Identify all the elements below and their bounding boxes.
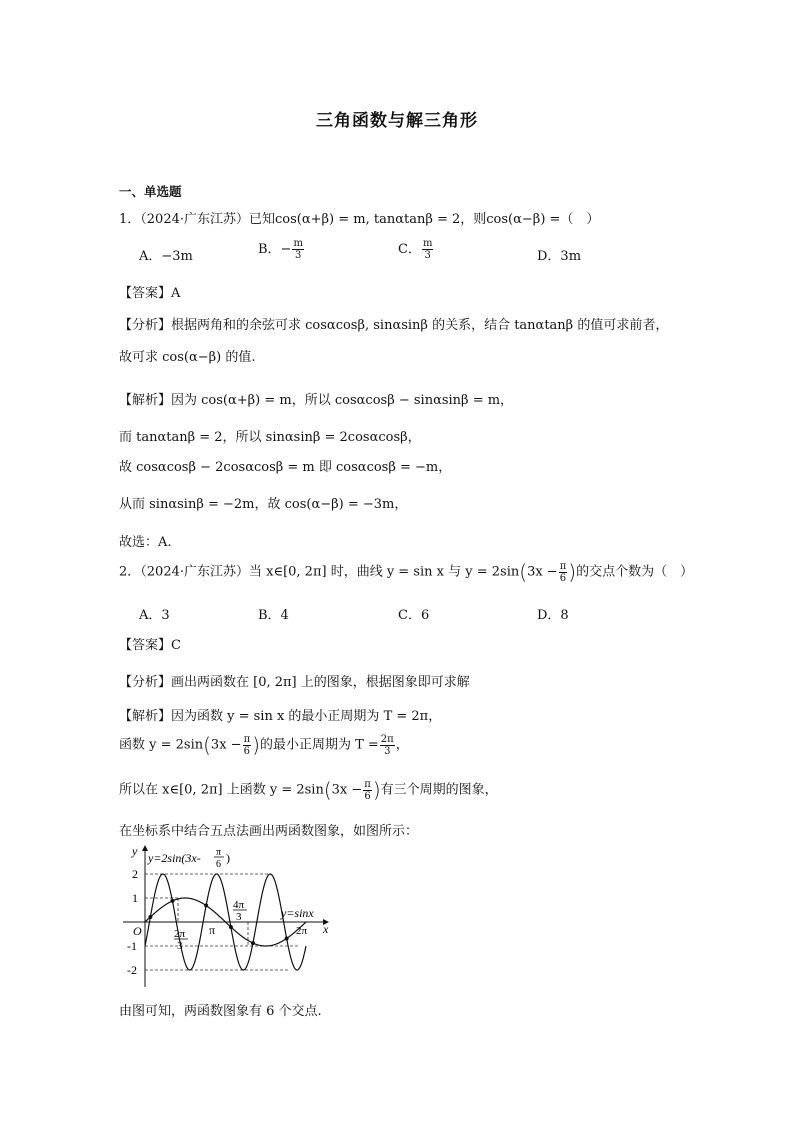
page-title: 三角函数与解三角形 [316,111,478,131]
q2-option-d: D．8 [537,608,569,623]
curve1-label-pi: π [216,847,222,858]
q1-choice: 故选：A. [119,535,172,550]
tick-y-neg1: -1 [127,939,137,953]
curve1-label-six: 6 [216,859,221,870]
q2-answer: 【答案】C [119,638,181,653]
q1-solution-4: 从而 sinαsinβ = −2m，故 cos(α−β) = −3m， [119,497,408,512]
intersection-dot [170,899,174,903]
q1-option-b: B．− $\frac{m}{3}$ [258,238,303,261]
q1-solution-1: 【解析】因为 cos(α+β) = m，所以 cosαcosβ − sinαsinβ = m， [119,393,514,408]
q2-option-a: A．3 [139,608,170,623]
q1-prefix: 1．（2024·广东江苏）已知 [119,212,275,227]
q2-solution-1: 【解析】因为函数 y = sin x 的最小正周期为 T = 2π， [119,709,442,724]
q1-option-a: A．−3m [139,249,193,264]
origin-label: O [133,924,142,938]
q1-option-c: C． $\frac{m}{3}$ [398,238,433,261]
q2-solution-2: 函数 y = 2sin(3x − $\frac{\pi}{6}$ )的最小正周期为 T = $\frac{2\pi}{3}$ ， [119,733,409,757]
tick-2pi: 2π [296,925,308,937]
q1-answer: 【答案】A [119,286,181,301]
q2-stem: 2．（2024·广东江苏）当 x∈[0, 2π] 时，曲线 y = sin x 与 y = 2sin(3x − $\frac{\pi}{6}$ )的交点个数为（ ） [119,560,694,584]
q1-solution-2: 而 tanαtanβ = 2，所以 sinαsinβ = 2cosαcosβ， [119,430,421,445]
intersection-dot [285,936,289,940]
section-heading: 一、单选题 [119,184,182,199]
q2-option-b: B．4 [258,608,289,623]
q2-analysis: 【分析】画出两函数在 [0, 2π] 上的图象，根据图象即可求解 [119,675,470,690]
intersection-dot [148,915,152,919]
q2-solution-3: 所以在 x∈[0, 2π] 上函数 y = 2sin(3x − $\frac{\pi}{6}$ )有三个周期的图象， [119,778,498,802]
q1-stem [119,208,599,227]
tick-y-2: 2 [132,867,138,881]
intersection-dot [229,925,233,929]
y-axis-label: y [132,844,138,858]
q1-expr: cos(α+β) = m, tanαtanβ = 2，则cos(α−β) =（ ） [275,212,600,227]
tick-4pi3-den: 3 [236,911,242,923]
curve1-label-close: ) [226,851,230,865]
q1-analysis-2: 故可求 cos(α−β) 的值. [119,350,256,365]
function-graph [118,842,338,992]
tick-2pi3-den: 3 [177,940,183,952]
q1-solution-3: 故 cosαcosβ − 2cosαcosβ = m 即 cosαcosβ = −m， [119,460,452,475]
tick-2pi3-num: 2π [174,928,186,940]
q1-analysis-1: 【分析】根据两角和的余弦可求 cosαcosβ, sinαsinβ 的关系，结合 tanαtanβ 的值可求前者， [119,318,669,333]
q2-option-c: C．6 [398,608,430,623]
q2-conclusion: 由图可知，两函数图象有 6 个交点. [119,1004,322,1019]
tick-4pi3-num: 4π [233,899,245,911]
curve1-label: y=2sin(3x- [148,851,201,865]
tick-y-1: 1 [132,891,138,905]
tick-y-neg2: -2 [127,963,137,977]
tick-pi: π [209,923,216,937]
curve2-label: y=sinx [281,906,314,920]
intersection-dot [204,904,208,908]
q1-option-d: D．3m [537,249,582,264]
intersection-dot [251,941,255,945]
q2-solution-4: 在坐标系中结合五点法画出两函数图象，如图所示： [119,824,419,839]
x-axis-label: x [323,922,329,936]
